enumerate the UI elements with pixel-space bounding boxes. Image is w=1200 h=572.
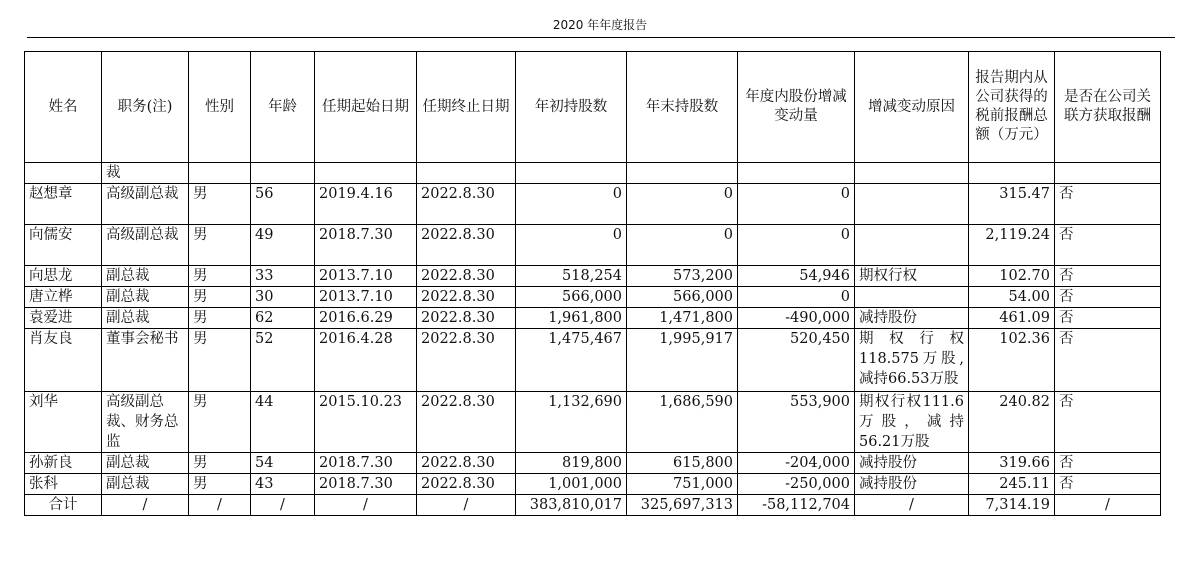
- cell-term-start: [315, 163, 417, 184]
- cell-shares-begin: 0: [516, 225, 627, 266]
- cell-name: 向思龙: [25, 266, 102, 287]
- total-age: /: [251, 495, 315, 516]
- cell-pretax-pay: 315.47: [969, 184, 1055, 225]
- cell-age: [251, 163, 315, 184]
- table-row: [25, 287, 1161, 308]
- table-row: [25, 266, 1161, 287]
- cell-name: 张科: [25, 474, 102, 495]
- cell-shares-end: 1,471,800: [627, 308, 738, 329]
- cell-related-party-pay: 否: [1055, 266, 1161, 287]
- header-age: 年龄: [251, 52, 315, 163]
- cell-related-party-pay: [1055, 163, 1161, 184]
- cell-shares-end: 615,800: [627, 453, 738, 474]
- cell-shares-begin: 1,001,000: [516, 474, 627, 495]
- cell-position: 高级副总裁、财务总监: [102, 392, 189, 453]
- cell-change-reason: [855, 225, 969, 266]
- cell-share-change: -204,000: [738, 453, 855, 474]
- cell-term-end: 2022.8.30: [417, 287, 516, 308]
- cell-gender: [189, 163, 251, 184]
- cell-change-reason: 减持股份: [855, 474, 969, 495]
- total-shares-begin: 383,810,017: [516, 495, 627, 516]
- cell-shares-begin: 819,800: [516, 453, 627, 474]
- header-share-change: 年度内股份增减变动量: [738, 52, 855, 163]
- cell-name: [25, 163, 102, 184]
- table-row: [25, 163, 1161, 184]
- table-row: [25, 225, 1161, 266]
- cell-share-change: 54,946: [738, 266, 855, 287]
- cell-term-start: 2018.7.30: [315, 453, 417, 474]
- cell-share-change: 0: [738, 225, 855, 266]
- cell-term-end: 2022.8.30: [417, 308, 516, 329]
- cell-position: 高级副总裁: [102, 184, 189, 225]
- cell-age: 62: [251, 308, 315, 329]
- cell-share-change: [738, 163, 855, 184]
- cell-term-start: 2018.7.30: [315, 225, 417, 266]
- cell-term-end: 2022.8.30: [417, 392, 516, 453]
- header-shares-end: 年末持股数: [627, 52, 738, 163]
- cell-pretax-pay: 102.70: [969, 266, 1055, 287]
- cell-share-change: -250,000: [738, 474, 855, 495]
- cell-related-party-pay: 否: [1055, 225, 1161, 266]
- header-term-start: 任期起始日期: [315, 52, 417, 163]
- cell-change-reason: 期权行权111.6万股，减持56.21万股: [855, 392, 969, 453]
- header-shares-begin: 年初持股数: [516, 52, 627, 163]
- cell-shares-end: 1,686,590: [627, 392, 738, 453]
- header-position: 职务(注): [102, 52, 189, 163]
- cell-position: 副总裁: [102, 266, 189, 287]
- cell-name: 唐立桦: [25, 287, 102, 308]
- cell-term-start: 2018.7.30: [315, 474, 417, 495]
- cell-shares-end: 566,000: [627, 287, 738, 308]
- cell-share-change: 0: [738, 184, 855, 225]
- cell-change-reason: 减持股份: [855, 453, 969, 474]
- cell-pretax-pay: 102.36: [969, 329, 1055, 392]
- cell-related-party-pay: 否: [1055, 392, 1161, 453]
- cell-term-end: 2022.8.30: [417, 225, 516, 266]
- cell-age: 30: [251, 287, 315, 308]
- cell-gender: 男: [189, 184, 251, 225]
- cell-position: 高级副总裁: [102, 225, 189, 266]
- cell-name: 袁爱进: [25, 308, 102, 329]
- cell-age: 43: [251, 474, 315, 495]
- header-pretax-pay: 报告期内从公司获得的税前报酬总额（万元）: [969, 52, 1055, 163]
- cell-pretax-pay: 240.82: [969, 392, 1055, 453]
- cell-pretax-pay: 245.11: [969, 474, 1055, 495]
- cell-term-end: [417, 163, 516, 184]
- cell-gender: 男: [189, 266, 251, 287]
- cell-name: 肖友良: [25, 329, 102, 392]
- header-gender: 性别: [189, 52, 251, 163]
- cell-age: 33: [251, 266, 315, 287]
- cell-age: 56: [251, 184, 315, 225]
- total-gender: /: [189, 495, 251, 516]
- table-row: [25, 453, 1161, 474]
- cell-shares-begin: [516, 163, 627, 184]
- cell-name: 刘华: [25, 392, 102, 453]
- executive-shareholding-table: [24, 51, 1161, 516]
- table-row: [25, 184, 1161, 225]
- cell-term-end: 2022.8.30: [417, 329, 516, 392]
- total-term-end: /: [417, 495, 516, 516]
- total-share-change: -58,112,704: [738, 495, 855, 516]
- cell-position: 副总裁: [102, 308, 189, 329]
- cell-term-end: 2022.8.30: [417, 474, 516, 495]
- total-pretax-pay: 7,314.19: [969, 495, 1055, 516]
- cell-pretax-pay: [969, 163, 1055, 184]
- cell-change-reason: 期权行权: [855, 266, 969, 287]
- total-term-start: /: [315, 495, 417, 516]
- cell-term-start: 2016.4.28: [315, 329, 417, 392]
- cell-gender: 男: [189, 453, 251, 474]
- table-row: [25, 474, 1161, 495]
- cell-change-reason: [855, 163, 969, 184]
- page-header: 2020 年年度报告: [552, 18, 648, 32]
- table-header-row: [25, 52, 1161, 163]
- cell-position: 裁: [102, 163, 189, 184]
- cell-shares-end: 573,200: [627, 266, 738, 287]
- table-row: [25, 392, 1161, 453]
- header-rule: [27, 37, 1175, 38]
- cell-gender: 男: [189, 474, 251, 495]
- cell-related-party-pay: 否: [1055, 308, 1161, 329]
- cell-term-start: 2019.4.16: [315, 184, 417, 225]
- table-row: [25, 308, 1161, 329]
- cell-term-end: 2022.8.30: [417, 453, 516, 474]
- total-label: 合计: [25, 495, 102, 516]
- cell-pretax-pay: 319.66: [969, 453, 1055, 474]
- cell-age: 54: [251, 453, 315, 474]
- total-row: [25, 495, 1161, 516]
- total-change-reason: /: [855, 495, 969, 516]
- cell-position: 副总裁: [102, 474, 189, 495]
- cell-name: 向儒安: [25, 225, 102, 266]
- header-related-party-pay: 是否在公司关联方获取报酬: [1055, 52, 1161, 163]
- cell-position: 董事会秘书: [102, 329, 189, 392]
- cell-age: 52: [251, 329, 315, 392]
- cell-shares-end: 1,995,917: [627, 329, 738, 392]
- table-row: [25, 329, 1161, 392]
- cell-change-reason: [855, 184, 969, 225]
- cell-name: 孙新良: [25, 453, 102, 474]
- cell-term-end: 2022.8.30: [417, 266, 516, 287]
- cell-age: 49: [251, 225, 315, 266]
- cell-related-party-pay: 否: [1055, 474, 1161, 495]
- cell-age: 44: [251, 392, 315, 453]
- cell-position: 副总裁: [102, 287, 189, 308]
- cell-shares-begin: 0: [516, 184, 627, 225]
- cell-share-change: 520,450: [738, 329, 855, 392]
- cell-shares-begin: 566,000: [516, 287, 627, 308]
- cell-position: 副总裁: [102, 453, 189, 474]
- cell-shares-end: 0: [627, 184, 738, 225]
- cell-gender: 男: [189, 329, 251, 392]
- cell-shares-begin: 1,132,690: [516, 392, 627, 453]
- cell-related-party-pay: 否: [1055, 287, 1161, 308]
- cell-term-end: 2022.8.30: [417, 184, 516, 225]
- header-term-end: 任期终止日期: [417, 52, 516, 163]
- cell-shares-begin: 1,961,800: [516, 308, 627, 329]
- header-name: 姓名: [25, 52, 102, 163]
- cell-related-party-pay: 否: [1055, 329, 1161, 392]
- total-position: /: [102, 495, 189, 516]
- cell-share-change: -490,000: [738, 308, 855, 329]
- cell-term-start: 2015.10.23: [315, 392, 417, 453]
- cell-share-change: 0: [738, 287, 855, 308]
- total-related-party-pay: /: [1055, 495, 1161, 516]
- cell-change-reason: [855, 287, 969, 308]
- cell-shares-end: 0: [627, 225, 738, 266]
- cell-change-reason: 减持股份: [855, 308, 969, 329]
- cell-pretax-pay: 461.09: [969, 308, 1055, 329]
- cell-pretax-pay: 54.00: [969, 287, 1055, 308]
- cell-gender: 男: [189, 225, 251, 266]
- cell-change-reason: 期权行权118.575万股,减持66.53万股: [855, 329, 969, 392]
- cell-related-party-pay: 否: [1055, 453, 1161, 474]
- cell-shares-end: [627, 163, 738, 184]
- cell-related-party-pay: 否: [1055, 184, 1161, 225]
- cell-term-start: 2013.7.10: [315, 287, 417, 308]
- cell-term-start: 2013.7.10: [315, 266, 417, 287]
- cell-term-start: 2016.6.29: [315, 308, 417, 329]
- cell-share-change: 553,900: [738, 392, 855, 453]
- cell-name: 赵想章: [25, 184, 102, 225]
- cell-gender: 男: [189, 308, 251, 329]
- cell-shares-begin: 1,475,467: [516, 329, 627, 392]
- cell-shares-begin: 518,254: [516, 266, 627, 287]
- header-change-reason: 增减变动原因: [855, 52, 969, 163]
- total-shares-end: 325,697,313: [627, 495, 738, 516]
- cell-gender: 男: [189, 392, 251, 453]
- cell-gender: 男: [189, 287, 251, 308]
- cell-shares-end: 751,000: [627, 474, 738, 495]
- cell-pretax-pay: 2,119.24: [969, 225, 1055, 266]
